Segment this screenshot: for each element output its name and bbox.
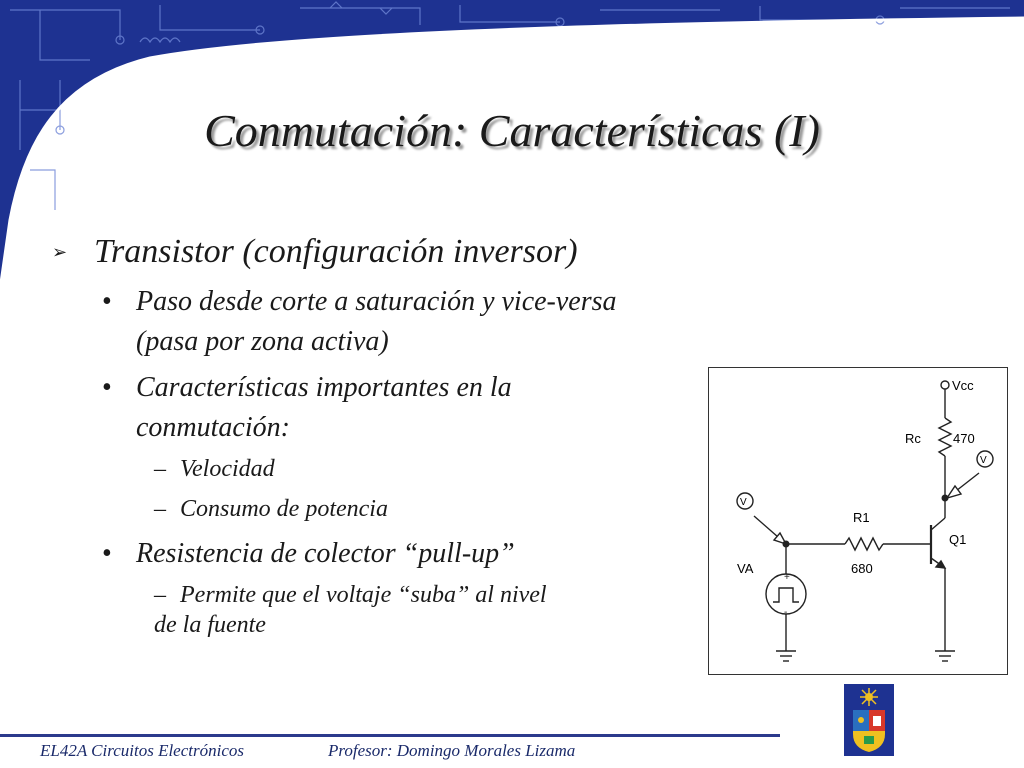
rc-name-label: Rc (905, 431, 921, 446)
heading-item (52, 230, 712, 274)
arrow-bullet-icon: ➢ (52, 242, 68, 262)
bullet-text: Resistencia de colector “pull-up” (136, 538, 515, 569)
university-crest-logo (844, 684, 894, 756)
bullet-dot-icon: • (102, 372, 112, 403)
bullet-text: Paso desde corte a saturación y vice-versa (136, 286, 617, 317)
sub-bullet-text: Permite que el voltaje “suba” al nivel (180, 582, 547, 608)
q1-label: Q1 (949, 532, 967, 547)
bullet-item (52, 282, 712, 362)
probe-label: V (980, 455, 987, 466)
bullet-dot-icon: • (102, 538, 112, 569)
slide-body (52, 230, 712, 640)
sub-bullet-item (52, 580, 712, 640)
vcc-label: Vcc (952, 378, 974, 393)
dash-bullet-icon: – (154, 456, 166, 482)
sub-bullet-text: Consumo de potencia (180, 496, 388, 522)
footer-professor: Profesor: Domingo Morales Lizama (328, 741, 576, 760)
bullet-text: Características importantes en la (136, 372, 512, 403)
bullet-dot-icon: • (102, 286, 112, 317)
bullet-text: (pasa por zona activa) (136, 326, 389, 357)
rc-value-label: 470 (953, 431, 975, 446)
sub-bullet-item (52, 454, 712, 484)
dash-bullet-icon: – (154, 496, 166, 522)
rc-resistor (939, 418, 951, 456)
footer-course: EL42A Circuitos Electrónicos (40, 741, 244, 760)
circuit-diagram (708, 367, 1008, 675)
sub-bullet-item (52, 494, 712, 524)
r1-value-label: 680 (851, 561, 873, 576)
r1-resistor (845, 538, 883, 550)
vcc-terminal (941, 381, 949, 389)
bullet-text: conmutación: (136, 412, 290, 443)
dash-bullet-icon: – (154, 582, 166, 608)
sub-bullet-text: de la fuente (154, 612, 266, 638)
bullet-item (52, 368, 712, 448)
bullet-item (52, 534, 712, 574)
r1-name-label: R1 (853, 510, 870, 525)
svg-text:-: - (784, 607, 788, 618)
slide-title: Conmutación: Características (I) (204, 105, 820, 156)
va-label: VA (737, 561, 754, 576)
footer-divider (0, 734, 780, 737)
svg-text:+: + (784, 572, 790, 583)
heading-text: Transistor (configuración inversor) (94, 233, 578, 270)
probe-label: V (740, 497, 747, 508)
sub-bullet-text: Velocidad (180, 456, 275, 482)
